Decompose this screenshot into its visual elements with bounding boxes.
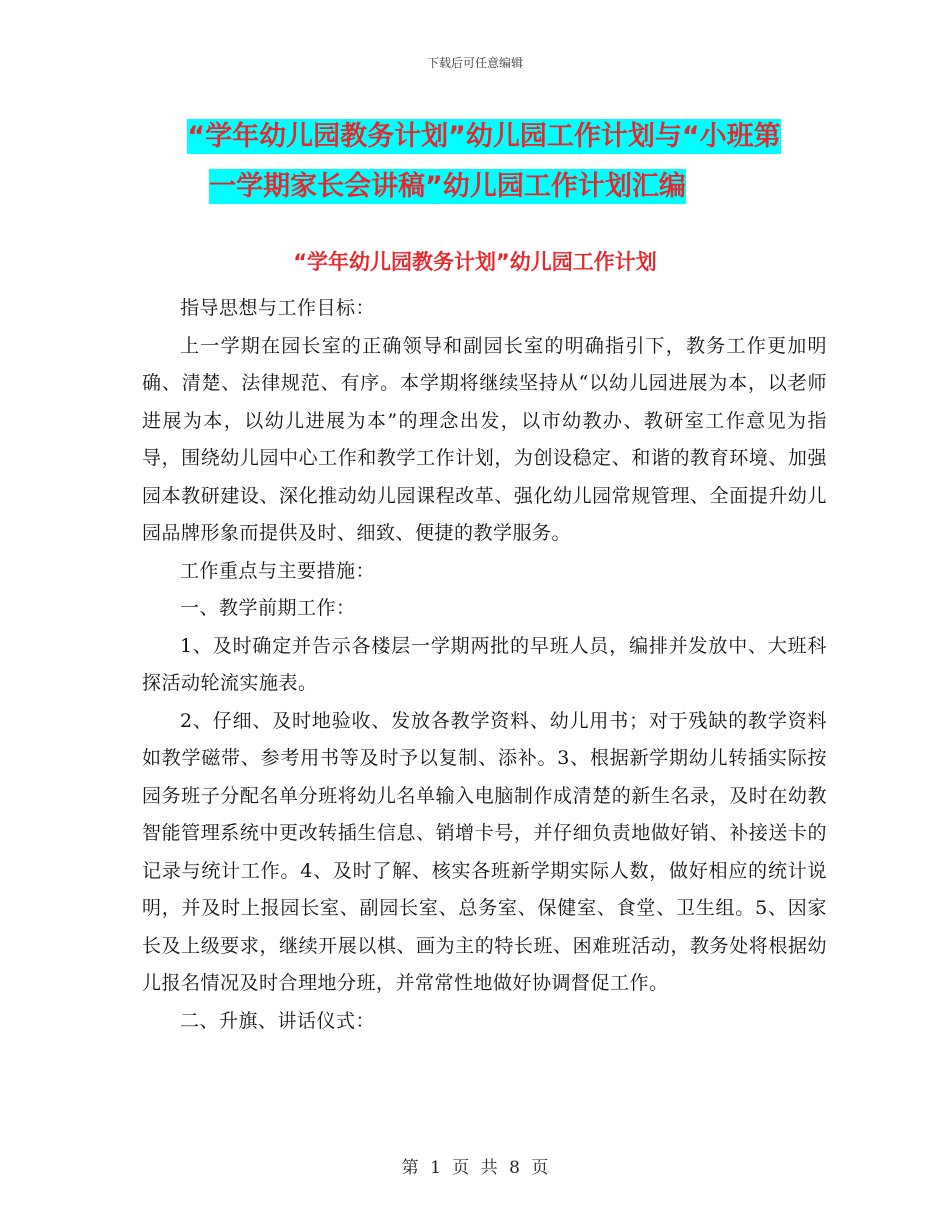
section-title: “学年幼儿园教务计划”幼儿园工作计划 <box>293 250 657 274</box>
header-note: 下载后可任意编辑 <box>426 56 523 70</box>
paragraph: 指导思想与工作目标： <box>180 297 376 319</box>
paragraph: 二、升旗、讲话仪式： <box>180 1009 376 1032</box>
paragraph: 2、仔细、及时地验收、发放各教学资料、幼儿用书；对于残缺的教学资料如教学磁带、参考用书等及时予以复制、添补。3、根据新学期幼儿转插实际按园务班子分配名单分班将幼儿名单输入电脑制作成清楚的新生名录，及时在幼教智能管理系统中更改转插生信息、销增卡号，并仔细负责地做好销、补接送卡的记录与统计工作。4、及时了解、核实各班新学期实际人数，做好相应的统计说明，并及时上报园长室、副园长室、总务室、保健室、食堂、卫生组。5、因家长及上级要求，继续开展以棋、画为主的特长班、困难班活动，教务处将根据幼儿报名情况及时合理地分班，并常常性地做好协调督促工作。 <box>142 709 827 994</box>
title-line-2: 一学期家长会讲稿”幼儿园工作计划汇编 <box>209 171 686 202</box>
paragraph: 工作重点与主要措施： <box>180 559 376 582</box>
paragraph: 1、及时确定并告示各楼层一学期两批的早班人员，编排并发放中、大班科探活动轮流实施表。 <box>142 634 827 694</box>
paragraph: 一、教学前期工作： <box>180 597 356 619</box>
title-line-1: “学年幼儿园教务计划”幼儿园工作计划与“小班第 <box>187 121 781 152</box>
paragraph: 上一学期在园长室的正确领导和副园长室的明确指引下，教务工作更加明确、清楚、法律规范、有序。本学期将继续坚持从“以幼儿园进展为本，以老师进展为本，以幼儿进展为本”的理念出发，以市幼教办、教研室工作意见为指导，围绕幼儿园中心工作和教学工作计划，为创设稳定、和谐的教育环境、加强园本教研建设、深化推动幼儿园课程改革、强化幼儿园常规管理、全面提升幼儿园品牌形象而提供及时、细致、便捷的教学服务。 <box>142 334 827 544</box>
page-footer: 第 1 页 共 8 页 <box>401 1158 549 1178</box>
document-title <box>0 112 950 212</box>
document-body <box>142 290 827 1040</box>
